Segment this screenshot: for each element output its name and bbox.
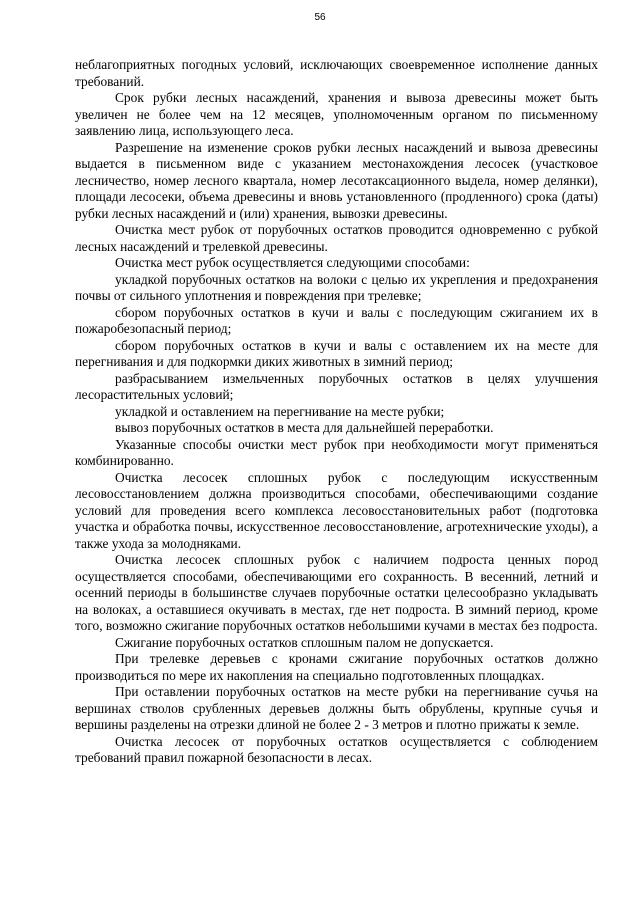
paragraph-permit: Разрешение на изменение сроков рубки лесных насаждений и вывоза древесины выдается в письменном виде с указанием местонахождения лесосек (участковое лесничество, номер лесного квартала, номер лесотаксационного выдела, номер делянки), площади лесосеки, объема древесины и вновь установленного (продленного) срока (даты) рубки лесных насаждений и (или) хранения, вывозки древесины. [75,139,598,221]
paragraph-undergrowth: Очистка лесосек сплошных рубок с наличием подроста ценных пород осуществляется способами, обеспечивающими его сохранность. В весенний, летний и осенний периоды в большинстве случаев порубочные остатки целесообразно укладывать на волоках, а оставшиеся окучивать в местах, где нет подроста. В зимний период, кроме того, возможно сжигание порубочных остатков небольшими кучами в местах без подроста. [75,552,598,633]
list-item-method-portages: укладкой порубочных остатков на волоки с целью их укрепления и предохранения почвы от сильного уплотнения и повреждения при трелевке; [75,271,598,303]
list-item-method-burning: сбором порубочных остатков в кучи и валы с последующим сжиганием их в пожаробезопасный период; [75,304,598,336]
paragraph-cleaning-simultaneous: Очистка мест рубок от порубочных остатков проводится одновременно с рубкой лесных насаждений и трелевкой древесины. [75,222,598,254]
paragraph-fire-safety: Очистка лесосек от порубочных остатков осуществляется с соблюдением требований правил пожарной безопасности в лесах. [75,733,598,765]
paragraph-cleaning-methods-intro: Очистка мест рубок осуществляется следующими способами: [115,255,470,270]
paragraph-rotting-on-site: При оставлении порубочных остатков на месте рубки на перегнивание сучья на вершинах стволов срубленных деревьев должны быть обрублены, крупные сучья и вершины разделены на отрезки длиной не более 2 - 3 метров и плотно прижаты к земле. [75,684,598,732]
paragraph-clear-cut-reforestation: Очистка лесосек сплошных рубок с последующим искусственным лесовосстановлением должна производиться способами, обеспечивающими создание условий для проведения всего комплекса лесовосстановительных работ (подготовка участка и обработка почвы, искусственное лесовосстановление, агротехнические уходы), а также ухода за молодняками. [75,469,598,551]
document-body [75,57,598,767]
paragraph-extension-period: Срок рубки лесных насаждений, хранения и вывоза древесины может быть увеличен не более чем на 12 месяцев, уполномоченным органом по письменному заявлению лица, использующего леса. [75,90,598,138]
list-item-method-scattering: разбрасыванием измельченных порубочных остатков в целях улучшения лесорастительных условий; [75,370,598,402]
paragraph-no-continuous-burning: Сжигание порубочных остатков сплошным палом не допускается. [115,634,494,650]
list-item-method-rotting-piles: сбором порубочных остатков в кучи и валы с оставлением их на месте для перегнивания и для подкормки диких животных в зимний период; [75,337,598,369]
paragraph-continuation: неблагоприятных погодных условий, исключающих своевременное исполнение данных требований. [75,57,598,89]
list-item-method-removal: вывоз порубочных остатков в места для дальнейшей переработки. [115,420,494,435]
paragraph-combined-methods: Указанные способы очистки мест рубок при необходимости могут применяться комбинированно. [75,436,598,468]
paragraph-skidding-crowns: При трелевке деревьев с кронами сжигание порубочных остатков должно производиться по мере их накопления на специально подготовленных площадках. [75,651,598,683]
page-number: 56 [314,12,326,23]
list-item-method-leaving: укладкой и оставлением на перегнивание на месте рубки; [115,403,445,419]
